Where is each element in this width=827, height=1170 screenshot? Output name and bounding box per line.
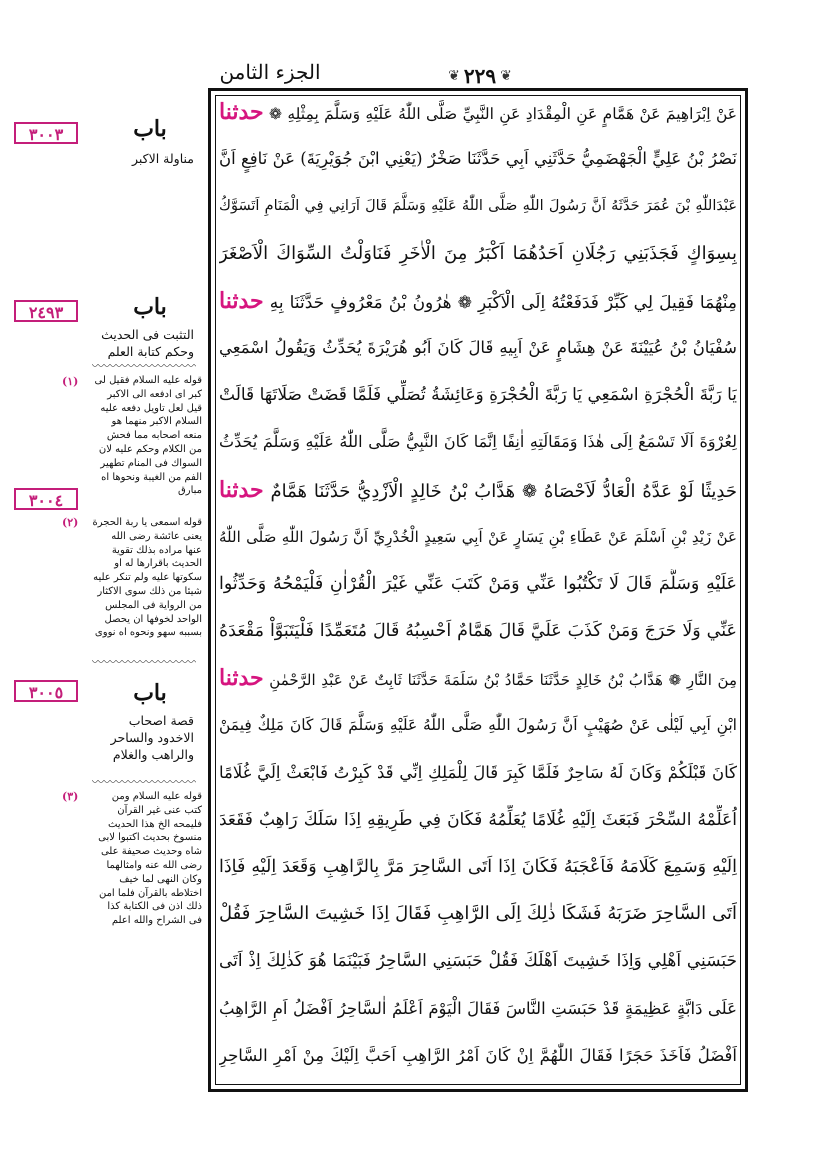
line-text: عَلَى دَابَّةٍ عَظِيمَةٍ قَدْ حَبَسَتِ النَّاسَ فَقَالَ الْيَوْمَ اَعْلَمُ اٰلسَّاحِرُ اَفْضَلُ اَمِ الرَّاهِبُ <box>219 998 737 1018</box>
text-line <box>219 569 737 611</box>
haddathana-heading: حدثنا <box>219 287 264 314</box>
main-text <box>219 97 737 1083</box>
footnote-mark: (٢) <box>62 516 79 529</box>
hadith-number-box: ٣٠٠٤ <box>14 488 78 510</box>
footnote: قوله اسمعى يا ربة الحجرة يعنى عائشة رضى الله عنها مراده بذلك تقوية الحديث باقرارها له او سكوتها عليه ولم تنكر عليه شيئا من ذلك سوى الاكثار من الرواية فى المجلس الواحد لخوفها ان يحصل بسببه سهو ونحوه اه نووى <box>92 517 202 639</box>
line-text: عَنِّي وَلَا حَرَجَ وَمَنْ كَذَبَ عَلَيَّ قَالَ هَمَّامٌ اَحْسِبُهُ قَالَ مُتَعَمِّدًا فَلْيَتَبَوَّاْ مَقْعَدَهُ <box>219 621 737 642</box>
hadith-number-box: ٢٤٩٣ <box>14 300 78 322</box>
text-line <box>219 286 737 328</box>
text-line <box>219 1041 737 1083</box>
text-line <box>219 522 737 564</box>
text-line <box>219 239 737 281</box>
line-text: بِسِوَاكٍ فَجَذَبَنِي رَجُلَانِ اَحَدُهُمَا اَكْبَرُ مِنَ الْاٰخَرِ فَنَاوَلْتُ السِّوَاكَ الْاَصْغَرَ <box>219 242 737 264</box>
footnote-mark: (٣) <box>62 790 79 803</box>
line-text: نَصْرُ بْنُ عَلِيٍّ الْجَهْضَمِيُّ حَدَّثَنِي اَبِي حَدَّثَنَا صَخْرٌ (يَعْنِي ابْنَ جُوَيْرِيَةَ) عَنْ نَافِعٍ اَنَّ <box>219 149 737 169</box>
text-line <box>219 663 737 705</box>
text-line <box>219 710 737 752</box>
footnote: قوله عليه السلام ومن كتب عنى غير القرآن فليمحه الخ هذا الحديث منسوخ بحديث اكتبوا لابى شاه وحديث صحيفة على رضى الله عنه وامثالهما وكان النهى لما خيف اختلاطه بالقرآن فلما امن ذلك اذن فى الكتابة كذا فى الشراح والله اعلم <box>98 791 202 927</box>
bab-title: مناولة الاكبر <box>131 151 194 166</box>
ornament-left-icon: ❦ <box>500 68 512 84</box>
text-line <box>219 899 737 941</box>
text-line <box>219 97 737 139</box>
line-text: عَنْ اِبْرَاهِيمَ عَنْ هَمَّامٍ عَنِ الْمِقْدَادِ عَنِ النَّبِيِّ صَلَّى اللّٰهُ عَلَيْهِ وَسَلَّمَ بِمِثْلِهِ ❁ <box>269 105 737 123</box>
line-text: اُعَلِّمْهُ السِّحْرَ فَبَعَثَ اِلَيْهِ غُلَامًا يُعَلِّمُهُ فَكَانَ فِي طَرِيقِهِ اِذَا سَلَكَ رَاهِبٌ فَقَعَدَ <box>219 809 737 830</box>
wavy-divider <box>92 780 196 786</box>
text-line <box>219 333 737 375</box>
bab-title: التثبت فى الحديث وحكم كتابة العلم <box>101 327 194 359</box>
text-line <box>219 144 737 186</box>
line-text: حَدِيثًا لَوْ عَدَّهُ الْعَادُّ لَاَحْصَاهُ ❁ هَدَّابُ بْنُ خَالِدٍ الْاَزْدِيُّ حَدَّثَنَا هَمَّامٌ <box>270 480 737 502</box>
volume-label: الجزء الثامن <box>219 60 321 84</box>
line-text: سُفْيَانُ بْنُ عُيَيْنَةَ عَنْ هِشَامٍ عَنْ اَبِيهِ قَالَ كَانَ اَبُو هُرَيْرَةَ يُحَدِّثُ وَيَقُولُ اسْمَعِي <box>219 337 737 357</box>
line-text: يَا رَبَّةَ الْحُجْرَةِ اسْمَعِي يَا رَبَّةَ الْحُجْرَةِ وَعَائِشَةُ تُصَلِّي فَلَمَّا قَضَتْ صَلَاتَهَا قَالَتْ <box>219 385 737 406</box>
line-text: لِعُرْوَةَ اَلَا تَسْمَعُ اِلَى هٰذَا وَمَقَالَتِهِ اٰنِفًا اِنَّمَا كَانَ النَّبِيُّ صَلَّى اللّٰهُ عَلَيْهِ وَسَلَّمَ يُحَدِّثُ <box>219 432 737 452</box>
text-line <box>219 191 737 233</box>
bab-heading: باب <box>133 294 167 320</box>
text-line <box>219 616 737 658</box>
text-line <box>219 805 737 847</box>
line-text: ابْنِ اَبِي لَيْلٰى عَنْ صُهَيْبٍ اَنَّ رَسُولَ اللّٰهِ صَلَّى اللّٰهُ عَلَيْهِ وَسَلَّمَ قَالَ كَانَ مَلِكٌ فِيمَنْ <box>219 716 737 735</box>
line-text: اِلَيْهِ وَسَمِعَ كَلَامَهُ فَاَعْجَبَهُ فَكَانَ اِذَا اَتَى السَّاحِرَ مَرَّ بِالرَّاهِبِ وَقَعَدَ اِلَيْهِ فَاِذَا <box>219 857 737 877</box>
line-text: كَانَ قَبْلَكُمْ وَكَانَ لَهُ سَاحِرٌ فَلَمَّا كَبِرَ قَالَ لِلْمَلِكِ اِنِّي قَدْ كَبِرْتُ فَابْعَثْ اِلَيَّ غُلَامًا <box>219 762 737 782</box>
hadith-number-box: ٣٠٠٥ <box>14 680 78 702</box>
page-number: ٢٢٩ <box>463 64 497 88</box>
wavy-divider <box>92 660 196 666</box>
text-line <box>219 758 737 800</box>
line-text: عَلَيْهِ وَسَلَّمَ قَالَ لَا تَكْتُبُوا عَنِّي وَمَنْ كَتَبَ عَنِّي غَيْرَ الْقُرْاٰنِ فَلْيَمْحُهُ وَحَدِّثُوا <box>219 573 737 594</box>
text-line <box>219 475 737 517</box>
text-line <box>219 946 737 988</box>
text-line <box>219 427 737 469</box>
line-text: عَبْدَاللّٰهِ بْنَ عُمَرَ حَدَّثَهُ اَنَّ رَسُولَ اللّٰهِ صَلَّى اللّٰهُ عَلَيْهِ وَسَلَّمَ قَالَ اَرَانِي فِي الْمَنَامِ اَتَسَوَّكُ <box>219 198 737 215</box>
bab-title: قصة اصحاب الاخدود والساحر والراهب والغلام <box>110 713 194 762</box>
main-text-frame <box>208 88 748 1092</box>
wavy-divider <box>92 364 196 370</box>
line-text: مِنْهُمَا فَقِيلَ لِي كَبِّرْ فَدَفَعْتُهُ اِلَى الْاَكْبَرِ ❁ هٰرُونُ بْنُ مَعْرُوفٍ حَدَّثَنَا بِهِ <box>269 292 737 313</box>
line-text: عَنْ زَيْدِ بْنِ اَسْلَمَ عَنْ عَطَاءِ بْنِ يَسَارٍ عَنْ اَبِي سَعِيدٍ الْخُدْرِيِّ اَنَّ رَسُولَ اللّٰهِ صَلَّى اللّٰهُ <box>219 527 737 546</box>
line-text: اَفْضَلُ فَاَخَذَ حَجَرًا فَقَالَ اللّٰهُمَّ اِنْ كَانَ اَمْرُ الرَّاهِبِ اَحَبَّ اِلَيْكَ مِنْ اَمْرِ السَّاحِرِ <box>219 1045 737 1065</box>
footnote: قوله عليه السلام فقيل لى كبر اى ادفعه الى الاكبر قيل لعل تاويل دفعه عليه السلام الاكبر منهما هو منعه اصحابه مما فحش من الكلام وحكم عليه لان السواك فى المنام تطهير الفم من الغيبة ونحوها اه مبارق <box>94 375 202 497</box>
footnote-mark: (١) <box>62 375 79 388</box>
ornament-right-icon: ❦ <box>448 68 460 84</box>
text-line <box>219 994 737 1036</box>
text-line <box>219 852 737 894</box>
haddathana-heading: حدثنا <box>219 476 264 503</box>
line-text: مِنَ النَّارِ ❁ هَدَّابُ بْنُ خَالِدٍ حَدَّثَنَا حَمَّادُ بْنُ سَلَمَةَ حَدَّثَنَا ثَابِتٌ عَنْ عَبْدِ الرَّحْمٰنِ <box>269 671 737 690</box>
bab-heading: باب <box>133 116 167 142</box>
line-text: حَبَسَنِي اَهْلِي وَاِذَا خَشِيتَ اَهْلَكَ فَقُلْ حَبَسَنِي السَّاحِرُ فَبَيْنَمَا هُوَ كَذٰلِكَ اِذْ اَتَى <box>219 951 737 972</box>
line-text: اَتَى السَّاحِرَ ضَرَبَهُ فَشَكَا ذٰلِكَ اِلَى الرَّاهِبِ فَقَالَ اِذَا خَشِيتَ السَّاحِرَ فَقُلْ <box>219 903 737 925</box>
haddathana-heading: حدثنا <box>219 665 264 692</box>
text-line <box>219 380 737 422</box>
haddathana-heading: حدثنا <box>219 99 264 125</box>
hadith-number-box: ٣٠٠٣ <box>14 122 78 144</box>
bab-heading: باب <box>133 680 167 706</box>
